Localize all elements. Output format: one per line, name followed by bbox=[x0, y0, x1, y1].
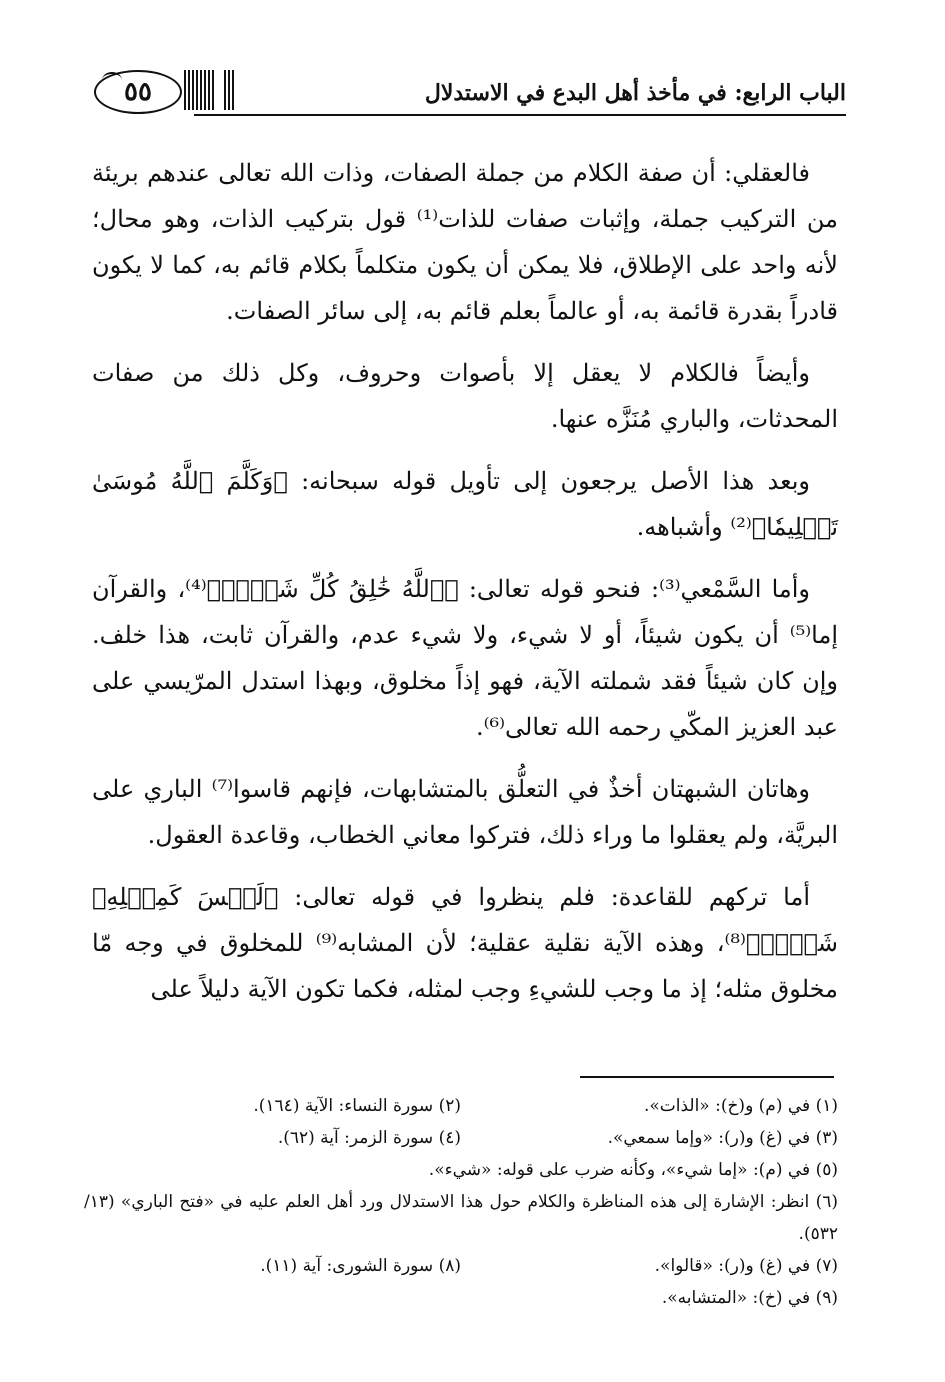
footnote: (٦) انظر: الإشارة إلى هذه المناظرة والكلام حول هذا الاستدلال ورد أهل العلم عليه في «فتح الباري» (١٣/ ٥٣٢). bbox=[84, 1192, 838, 1244]
footnote-rule bbox=[580, 1076, 834, 1078]
page-number-badge bbox=[94, 70, 182, 114]
paragraph: أما تركهم للقاعدة: فلم ينظروا في قوله تعالى: ﴿لَيۡسَ كَمِثۡلِهِۦ شَيۡءٞ﴾⁽⁸⁾، وهذه الآية نقلية عقلية؛ لأن المشابه⁽⁹⁾ للمخلوق في وجه مّا مخلوق مثله؛ إذ ما وجب للشيءِ وجب لمثله، فكما تكون الآية دليلاً على bbox=[92, 883, 838, 1003]
footnote-row bbox=[84, 1250, 838, 1282]
decorative-bars bbox=[184, 70, 284, 110]
paragraph: وبعد هذا الأصل يرجعون إلى تأويل قوله سبحانه: ﴿وَكَلَّمَ ٱللَّهُ مُوسَىٰ تَكۡلِيمٗا﴾⁽²⁾ وأشباهه. bbox=[92, 467, 838, 541]
running-title: الباب الرابع: في مأخذ أهل البدع في الاستدلال bbox=[424, 80, 846, 106]
footnotes bbox=[84, 1090, 838, 1314]
footnote: (٣) في (غ) و(ر): «وإما سمعي». bbox=[607, 1128, 838, 1148]
header-rule bbox=[194, 114, 846, 116]
footnote-row bbox=[84, 1122, 838, 1154]
footnote: (٤) سورة الزمر: آية (٦٢). bbox=[277, 1128, 461, 1148]
footnote-row bbox=[84, 1154, 838, 1186]
ornament-icon bbox=[102, 72, 122, 88]
footnote: (٨) سورة الشورى: آية (١١). bbox=[260, 1256, 461, 1276]
paragraph: وهاتان الشبهتان أخذٌ في التعلُّق بالمتشابهات، فإنهم قاسوا⁽⁷⁾ الباري على البريَّة، ولم يعقلوا ما وراء ذلك، فتركوا معاني الخطاب، وقاعدة العقول. bbox=[92, 775, 838, 849]
paragraph: وأيضاً فالكلام لا يعقل إلا بأصوات وحروف، وكل ذلك من صفات المحدثات، والباري مُنَزَّه عنها. bbox=[92, 359, 838, 433]
body-text bbox=[92, 150, 838, 1028]
footnote: (٥) في (م): «إما شيء»، وكأنه ضرب على قوله: «شيء». bbox=[428, 1160, 838, 1180]
footnote-row bbox=[84, 1282, 838, 1314]
footnote-row bbox=[84, 1186, 838, 1250]
page-header bbox=[84, 62, 846, 122]
footnote: (١) في (م) و(خ): «الذات». bbox=[643, 1096, 838, 1116]
footnote: (٩) في (خ): «المتشابه». bbox=[661, 1288, 838, 1308]
footnote: (٧) في (غ) و(ر): «قالوا». bbox=[654, 1256, 838, 1276]
footnote-row bbox=[84, 1090, 838, 1122]
page-number: ٥٥ bbox=[124, 77, 152, 107]
paragraph: فالعقلي: أن صفة الكلام من جملة الصفات، وذات الله تعالى عندهم بريئة من التركيب جملة، وإثبات صفات للذات⁽¹⁾ قول بتركيب الذات، وهو محال؛ لأنه واحد على الإطلاق، فلا يمكن أن يكون متكلماً بكلام قائم به، كما لا يكون قادراً بقدرة قائمة به، أو عالماً بعلم قائم به، إلى سائر الصفات. bbox=[92, 159, 839, 325]
footnote: (٢) سورة النساء: الآية (١٦٤). bbox=[253, 1096, 461, 1116]
paragraph: وأما السَّمْعي⁽³⁾: فنحو قوله تعالى: ﴿ٱللَّهُ خَٰلِقُ كُلِّ شَيۡءٖ﴾⁽⁴⁾، والقرآن إما⁽⁵⁾ أن يكون شيئاً، أو لا شيء، ولا شيء عدم، والقرآن ثابت، هذا خلف. وإن كان شيئاً فقد شملته الآية، فهو إذاً مخلوق، وبهذا استدل المرّيسي على عبد العزيز المكّي رحمه الله تعالى⁽⁶⁾. bbox=[92, 575, 838, 741]
